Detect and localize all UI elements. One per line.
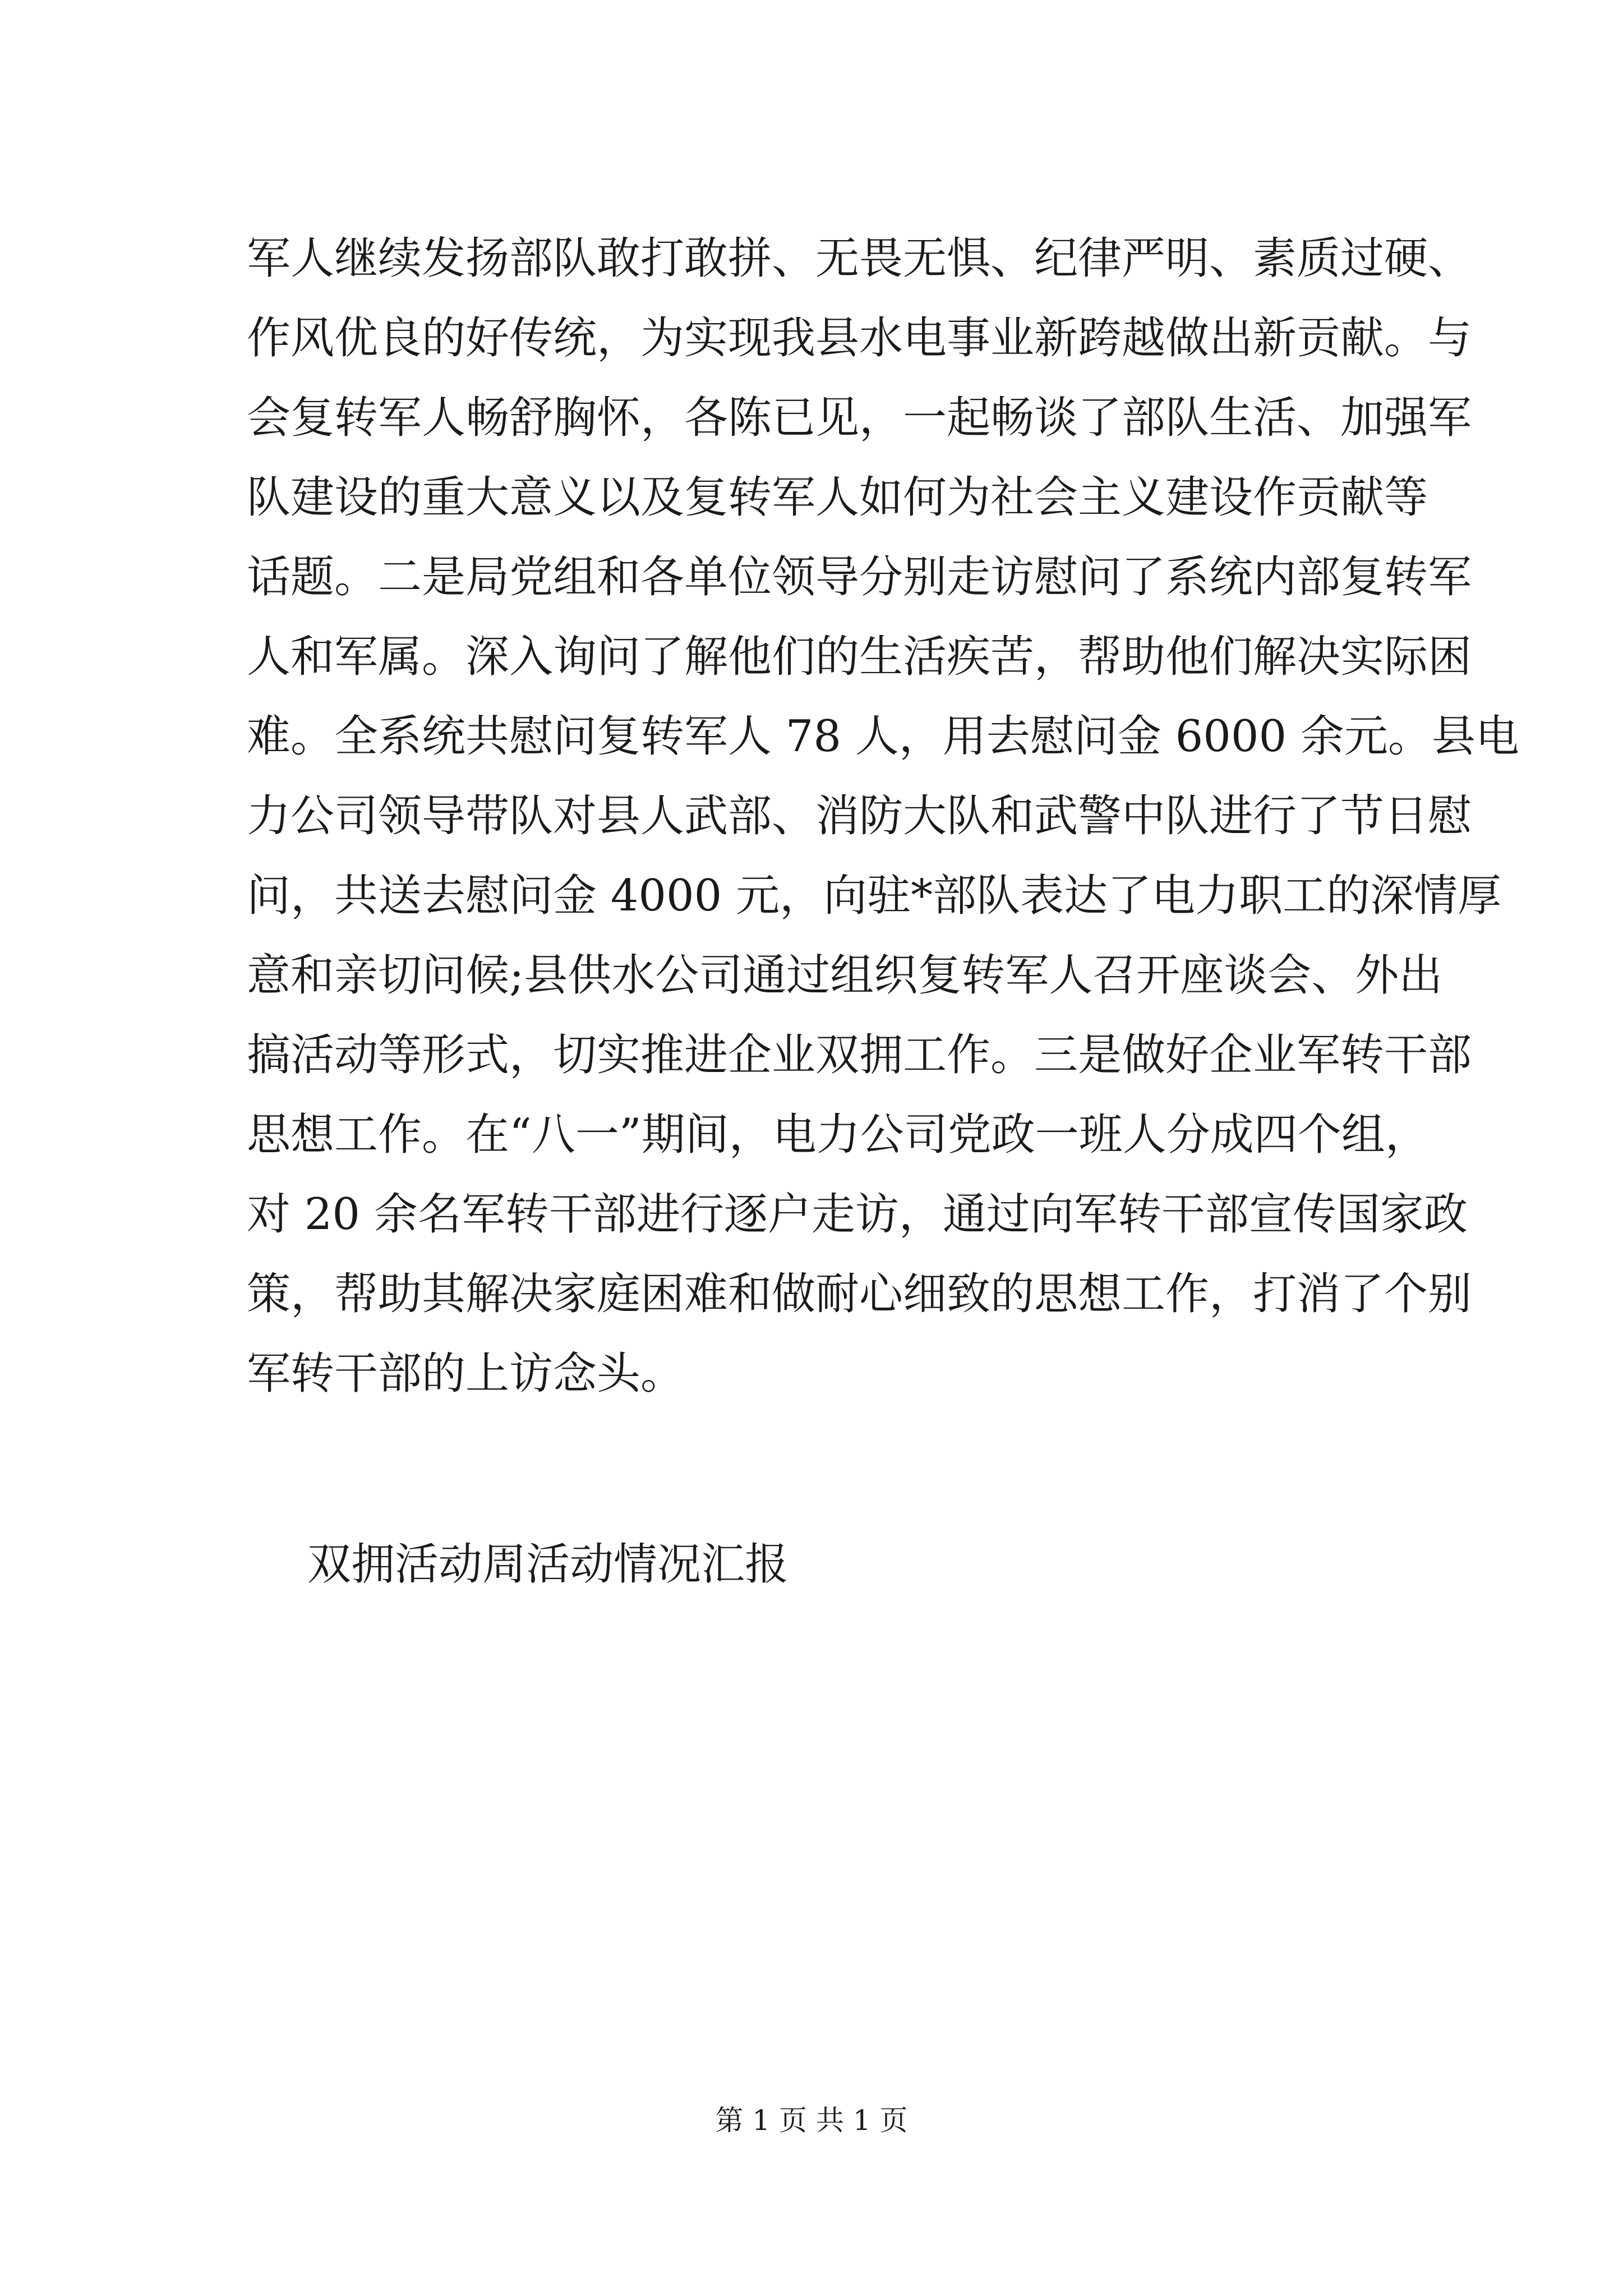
text-line: 话题。二是局党组和各单位领导分别走访慰问了系统内部复转军	[247, 552, 1472, 602]
text-line: 对 20 余名军转干部进行逐户走访，通过向军转干部宣传国家政	[247, 1189, 1468, 1240]
section-title: 双拥活动周活动情况汇报	[307, 1539, 789, 1590]
page-footer: 第 1 页 共 1 页	[715, 2104, 908, 2137]
text-line: 会复转军人畅舒胸怀，各陈已见，一起畅谈了部队生活、加强军	[247, 393, 1472, 443]
text-line: 策，帮助其解决家庭困难和做耐心细致的思想工作，打消了个别	[247, 1269, 1472, 1319]
text-line: 队建设的重大意义以及复转军人如何为社会主义建设作贡献等	[247, 472, 1428, 523]
text-line: 思想工作。在“八一”期间，电力公司党政一班人分成四个组，	[247, 1110, 1429, 1160]
text-line: 作风优良的好传统，为实现我县水电事业新跨越做出新贡献。与	[247, 313, 1472, 364]
text-line: 力公司领导带队对县人武部、消防大队和武警中队进行了节日慰	[247, 791, 1472, 841]
text-line: 意和亲切问候;县供水公司通过组织复转军人召开座谈会、外出	[247, 950, 1443, 1001]
text-line: 难。全系统共慰问复转军人 78 人，用去慰问金 6000 余元。县电	[247, 711, 1519, 762]
body-text	[247, 219, 1519, 1414]
text-line: 人和军属。深入询问了解他们的生活疾苦，帮助他们解决实际困	[247, 632, 1472, 682]
text-line: 军转干部的上访念头。	[247, 1349, 685, 1399]
text-line: 搞活动等形式，切实推进企业双拥工作。三是做好企业军转干部	[247, 1030, 1472, 1080]
text-line: 问，共送去慰问金 4000 元，向驻*部队表达了电力职工的深情厚	[247, 871, 1502, 921]
text-line: 军人继续发扬部队敢打敢拼、无畏无惧、纪律严明、素质过硬、	[247, 233, 1472, 284]
